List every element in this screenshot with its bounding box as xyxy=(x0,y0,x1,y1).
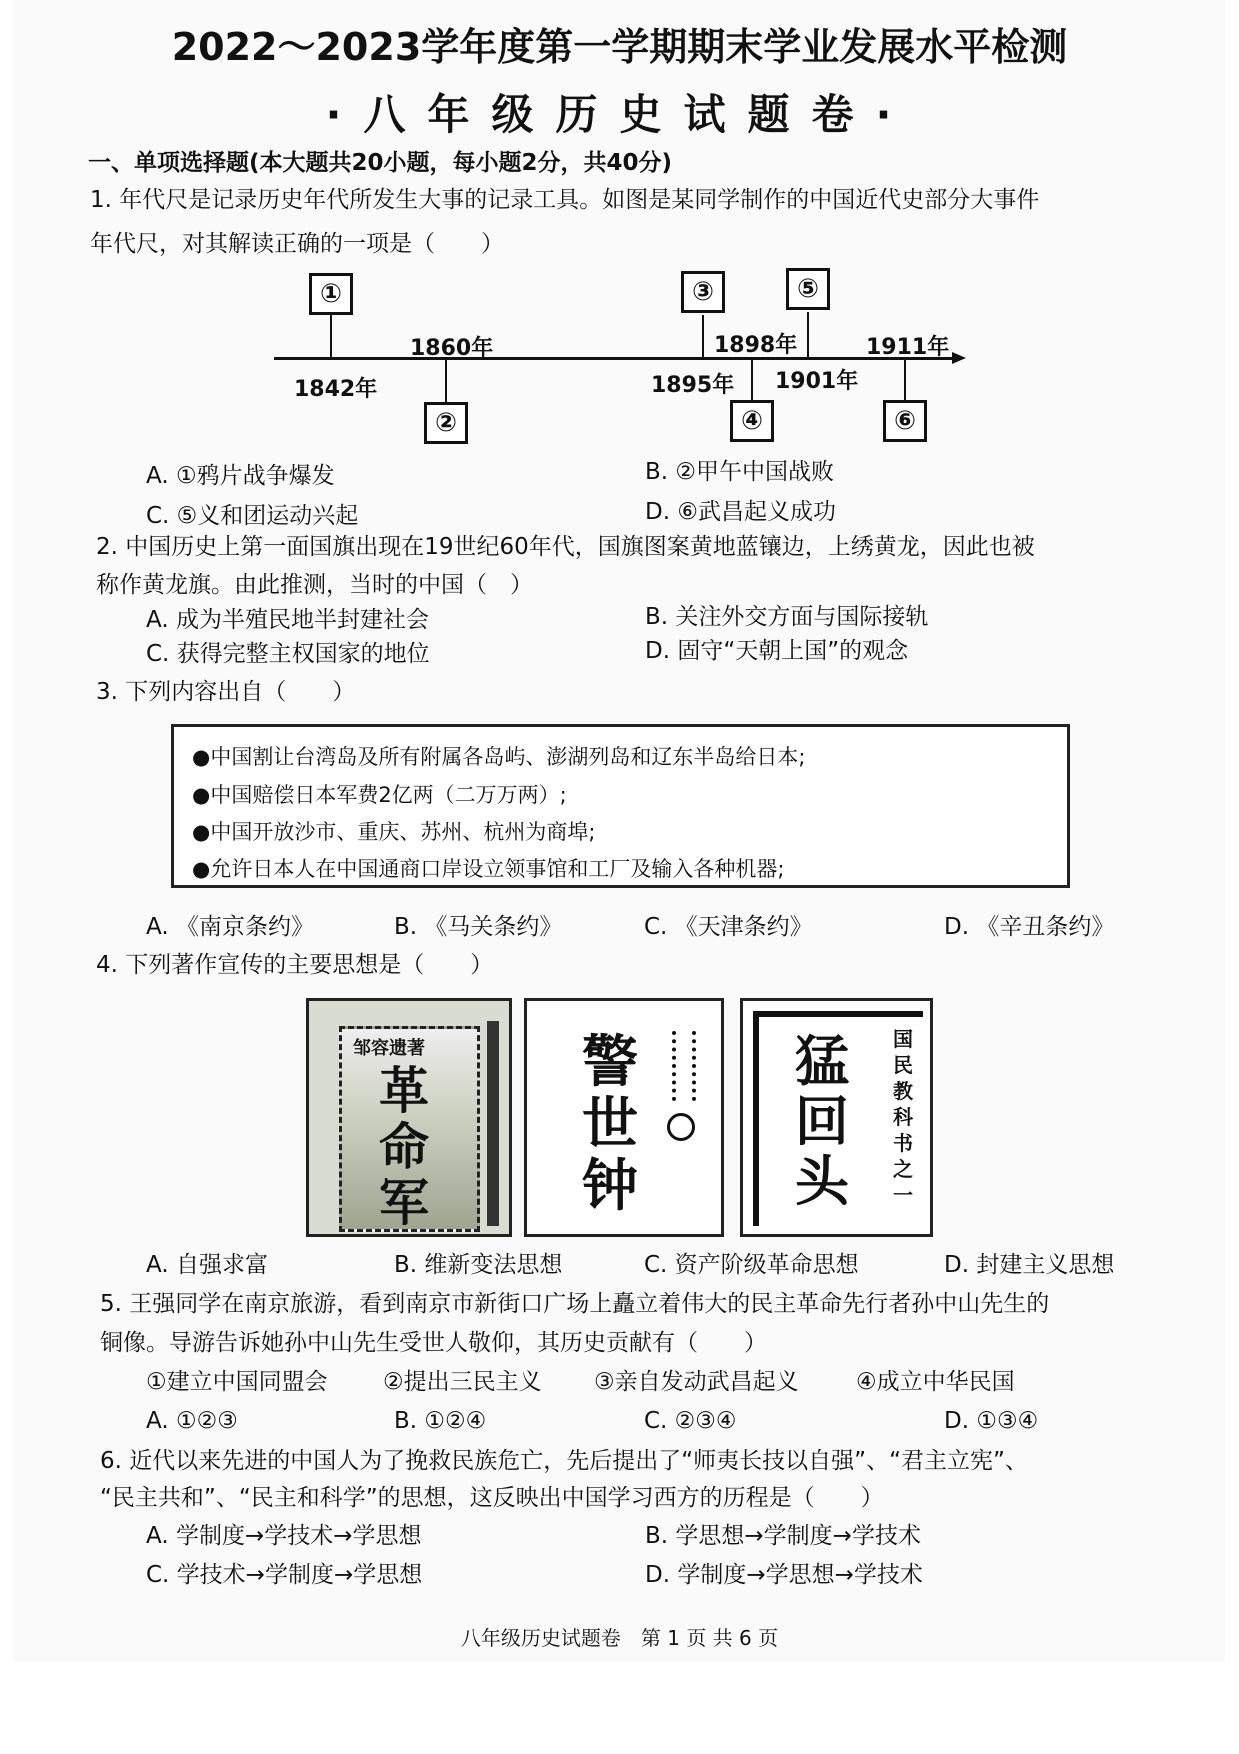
q1-option-b[interactable]: B. ②甲午中国战败 xyxy=(645,459,835,485)
timeline-marker-1: ① xyxy=(309,273,353,315)
q6-option-b[interactable]: B. 学思想→学制度→学技术 xyxy=(645,1523,921,1549)
q5-stem-line2: 铜像。导游告诉她孙中山先生受世人敬仰，其历史贡献有（ ） xyxy=(100,1330,767,1356)
cover-dots xyxy=(672,1031,696,1101)
q2-option-a[interactable]: A. 成为半殖民地半封建社会 xyxy=(146,607,429,633)
q1-stem-line2: 年代尺，对其解读正确的一项是（ ） xyxy=(90,231,504,257)
timeline-year: 1901年 xyxy=(775,369,859,394)
q6-option-c[interactable]: C. 学技术→学制度→学思想 xyxy=(146,1562,423,1588)
book-cover-geming-jun xyxy=(306,998,512,1237)
q1-stem-line1: 1. 年代尺是记录历史年代所发生大事的记录工具。如图是某同学制作的中国近代史部分大事件 xyxy=(90,187,1040,213)
timeline-marker-4: ④ xyxy=(730,400,774,442)
q3-option-a[interactable]: A. 《南京条约》 xyxy=(146,914,314,940)
q4-stem: 4. 下列著作宣传的主要思想是（ ） xyxy=(96,952,494,978)
q1-option-d[interactable]: D. ⑥武昌起义成功 xyxy=(645,499,836,525)
q6-stem-line2: “民主共和”、“民主和科学”的思想，这反映出中国学习西方的历程是（ ） xyxy=(100,1485,884,1511)
book-cover-meng-huitou xyxy=(740,998,933,1237)
timeline-stem xyxy=(807,312,809,358)
timeline-stem xyxy=(751,359,753,400)
q5-option-d[interactable]: D. ①③④ xyxy=(944,1408,1039,1434)
q3-option-d[interactable]: D. 《辛丑条约》 xyxy=(944,914,1115,940)
cover-spine xyxy=(487,1021,499,1226)
q2-stem-line2: 称作黄龙旗。由此推测，当时的中国（ ） xyxy=(96,572,533,598)
q5-option-a[interactable]: A. ①②③ xyxy=(146,1408,238,1434)
q2-stem-line1: 2. 中国历史上第一面国旗出现在19世纪60年代，国旗图案黄地蓝镶边，上绣黄龙，因此也被 xyxy=(96,534,1035,560)
timeline-marker-3: ③ xyxy=(681,271,725,313)
timeline-axis xyxy=(274,357,954,360)
exam-title: 2022～2023学年度第一学期期末学业发展水平检测 xyxy=(171,25,1068,69)
q1-option-c[interactable]: C. ⑤义和团运动兴起 xyxy=(146,503,359,529)
page-footer: 八年级历史试题卷 第 1 页 共 6 页 xyxy=(460,1626,779,1650)
timeline-year: 1898年 xyxy=(714,333,798,358)
q2-option-c[interactable]: C. 获得完整主权国家的地位 xyxy=(146,641,430,667)
q6-option-a[interactable]: A. 学制度→学技术→学思想 xyxy=(146,1523,422,1549)
q5-option-b[interactable]: B. ①②④ xyxy=(394,1408,487,1434)
timeline-stem xyxy=(904,359,906,400)
timeline-year: 1860年 xyxy=(410,336,494,361)
q4-option-b[interactable]: B. 维新变法思想 xyxy=(394,1252,563,1278)
q5-item: ①建立中国同盟会 xyxy=(146,1369,328,1395)
timeline-arrow-icon xyxy=(952,352,966,364)
cover-title: 警世钟 xyxy=(582,1029,638,1219)
q3-box-line: ●允许日本人在中国通商口岸设立领事馆和工厂及输入各种机器; xyxy=(192,857,785,881)
timeline-year: 1911年 xyxy=(866,335,950,360)
book-cover-jingshi-zhong xyxy=(524,998,724,1237)
q3-stem: 3. 下列内容出自（ ） xyxy=(96,679,356,705)
exam-subtitle: ·八年级历史试题卷· xyxy=(325,90,914,139)
timeline-stem xyxy=(702,315,704,358)
q3-box-line: ●中国赔偿日本军费2亿两（二万万两）; xyxy=(192,783,567,807)
timeline-stem xyxy=(330,315,332,358)
q3-option-c[interactable]: C. 《天津条约》 xyxy=(644,914,813,940)
cover-border xyxy=(753,1011,923,1017)
section-heading: 一、单项选择题(本大题共20小题，每小题2分，共40分) xyxy=(88,150,673,176)
q3-box-line: ●中国开放沙市、重庆、苏州、杭州为商埠; xyxy=(192,820,596,844)
q3-option-b[interactable]: B. 《马关条约》 xyxy=(394,914,563,940)
q6-option-d[interactable]: D. 学制度→学思想→学技术 xyxy=(645,1562,923,1588)
q5-option-c[interactable]: C. ②③④ xyxy=(644,1408,737,1434)
q6-stem-line1: 6. 近代以来先进的中国人为了挽救民族危亡，先后提出了“师夷长技以自强”、“君主立宪”、 xyxy=(100,1448,1028,1474)
seal-icon xyxy=(667,1113,695,1141)
timeline-marker-6: ⑥ xyxy=(883,400,927,442)
q3-box-line: ●中国割让台湾岛及所有附属各岛屿、澎湖列岛和辽东半岛给日本; xyxy=(192,745,806,769)
timeline-year: 1895年 xyxy=(651,373,735,398)
q4-option-a[interactable]: A. 自强求富 xyxy=(146,1252,268,1278)
timeline-stem xyxy=(445,359,447,402)
q5-item: ②提出三民主义 xyxy=(383,1369,542,1395)
q5-item: ④成立中华民国 xyxy=(856,1369,1015,1395)
timeline-year: 1842年 xyxy=(294,377,378,402)
cover-caption: 国民教科书之一 xyxy=(893,1027,913,1207)
q2-option-b[interactable]: B. 关注外交方面与国际接轨 xyxy=(645,604,929,630)
q4-option-c[interactable]: C. 资产阶级革命思想 xyxy=(644,1252,859,1278)
cover-title: 革命军 xyxy=(379,1061,429,1232)
timeline-marker-5: ⑤ xyxy=(786,268,830,310)
q2-option-d[interactable]: D. 固守“天朝上国”的观念 xyxy=(645,638,909,664)
q4-option-d[interactable]: D. 封建主义思想 xyxy=(944,1252,1115,1278)
cover-title: 猛回头 xyxy=(795,1029,849,1213)
q5-stem-line1: 5. 王强同学在南京旅游，看到南京市新街口广场上矗立着伟大的民主革命先行者孙中山先生的 xyxy=(100,1291,1050,1317)
cover-border xyxy=(753,1011,759,1226)
timeline-marker-2: ② xyxy=(424,402,468,444)
q3-source-box xyxy=(171,724,1070,888)
cover-caption: 邹容遗著 xyxy=(353,1038,425,1059)
q5-item: ③亲自发动武昌起义 xyxy=(594,1369,799,1395)
q1-option-a[interactable]: A. ①鸦片战争爆发 xyxy=(146,463,335,489)
